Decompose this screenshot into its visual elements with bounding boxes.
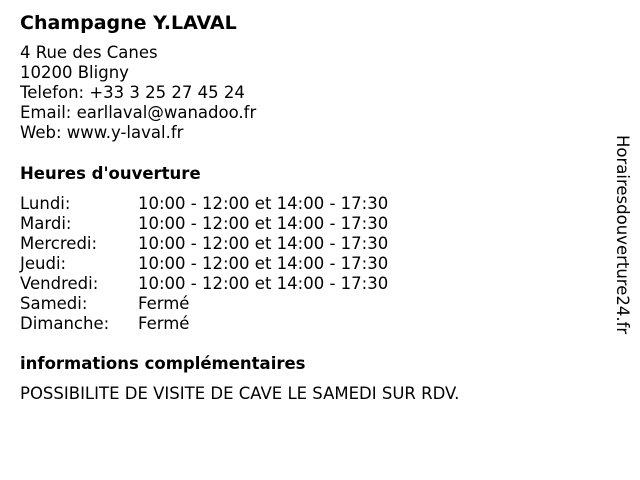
time-range: 10:00 - 12:00 et 14:00 - 17:30 <box>138 194 389 213</box>
website: Web: www.y-laval.fr <box>20 123 184 142</box>
business-name: Champagne Y.LAVAL <box>20 12 237 34</box>
additional-info-text: POSSIBILITE DE VISITE DE CAVE LE SAMEDI SUR RDV. <box>20 384 460 403</box>
phone-number: Telefon: +33 3 25 27 45 24 <box>20 83 245 102</box>
time-range: 10:00 - 12:00 et 14:00 - 17:30 <box>138 234 389 253</box>
hours-row-sunday <box>20 314 440 334</box>
email-address: Email: earllaval@wanadoo.fr <box>20 103 257 122</box>
address-street: 4 Rue des Canes <box>20 43 158 62</box>
hours-row-saturday <box>20 294 440 314</box>
hours-row-tuesday <box>20 214 440 234</box>
day-label: Lundi: <box>20 194 71 213</box>
day-label: Samedi: <box>20 294 88 313</box>
time-range: 10:00 - 12:00 et 14:00 - 17:30 <box>138 254 389 273</box>
day-label: Dimanche: <box>20 314 110 333</box>
hours-row-thursday <box>20 254 440 274</box>
day-label: Mercredi: <box>20 234 98 253</box>
day-label: Vendredi: <box>20 274 99 293</box>
site-watermark-text: Horairesdouverture24.fr <box>613 135 632 335</box>
address-city: 10200 Bligny <box>20 63 129 82</box>
time-range: 10:00 - 12:00 et 14:00 - 17:30 <box>138 274 389 293</box>
time-range: Fermé <box>138 294 190 313</box>
hours-row-monday <box>20 194 440 214</box>
hours-row-wednesday <box>20 234 440 254</box>
contact-block <box>20 43 256 143</box>
time-range: 10:00 - 12:00 et 14:00 - 17:30 <box>138 214 389 233</box>
day-label: Jeudi: <box>20 254 67 273</box>
hours-row-friday <box>20 274 440 294</box>
additional-info-heading: informations complémentaires <box>20 354 306 373</box>
day-label: Mardi: <box>20 214 72 233</box>
time-range: Fermé <box>138 314 190 333</box>
opening-hours-table <box>20 194 440 334</box>
opening-hours-heading: Heures d'ouverture <box>20 164 201 183</box>
site-watermark <box>612 135 632 345</box>
